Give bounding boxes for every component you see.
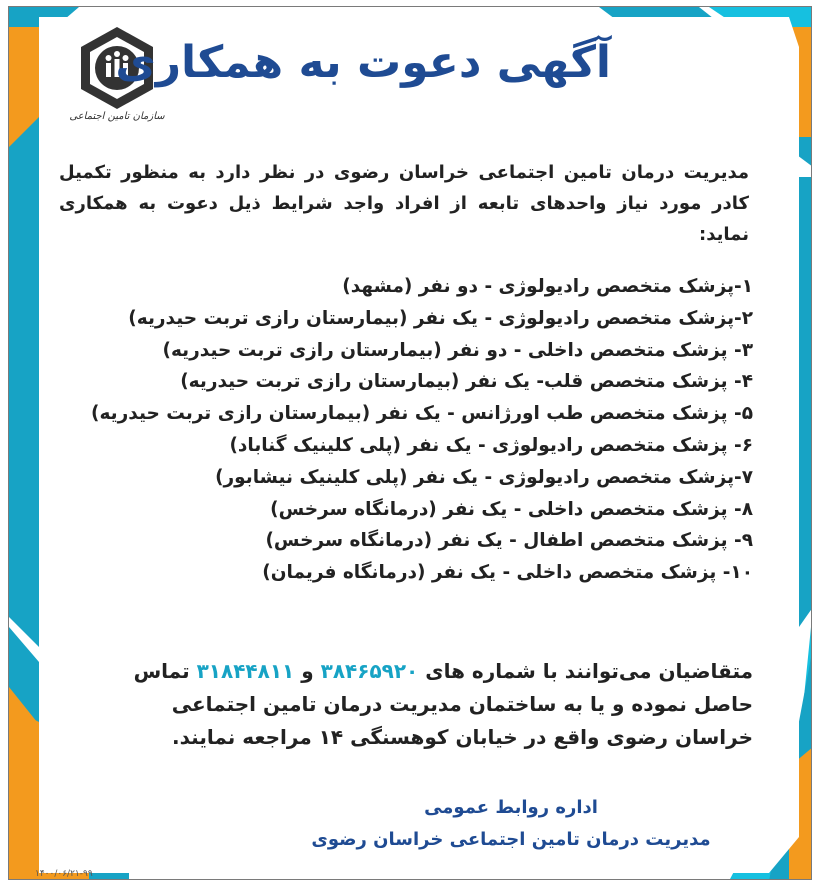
list-item: ۳- پزشک متخصص داخلی - دو نفر (بیمارستان رازی تربت حیدریه)	[162, 339, 753, 361]
phone-number-1: ۳۸۴۶۵۹۲۰	[320, 659, 419, 683]
contact-rest: تماس حاصل نموده و یا به ساختمان مدیریت درمان تامین اجتماعی خراسان رضوی واقع در خیابان کوهسنگی ۱۴ مراجعه نمایند.	[133, 659, 753, 749]
list-item: ۲-پزشک متخصص رادیولوژی - یک نفر (بیمارستان رازی تربت حیدریه)	[128, 307, 753, 329]
ad-title: آگهی دعوت به همکاری	[115, 37, 611, 88]
intro-paragraph: مدیریت درمان تامین اجتماعی خراسان رضوی در نظر دارد به منظور تکمیل کادر مورد نیاز واحدهای تابعه از افراد واجد شرایط ذیل دعوت به همکاری نماید:	[59, 162, 749, 245]
list-item: ۶- پزشک متخصص رادیولوژی - یک نفر (پلی کلینیک گناباد)	[229, 434, 753, 456]
stripe-right-blue	[799, 177, 812, 627]
signature-organization: مدیریت درمان تامین اجتماعی خراسان رضوی	[311, 829, 711, 850]
list-item: ۱۰- پزشک متخصص داخلی - یک نفر (درمانگاه فریمان)	[262, 562, 753, 584]
ad-code: ۱۴۰۰/۰۶/۲۱-۹۹	[35, 869, 93, 879]
list-item: ۸- پزشک متخصص داخلی - یک نفر (درمانگاه سرخس)	[270, 498, 753, 520]
list-item: ۵- پزشک متخصص طب اورژانس - یک نفر (بیمارستان رازی تربت حیدریه)	[90, 403, 753, 425]
ad-border	[8, 6, 812, 880]
list-item: ۷-پزشک متخصص رادیولوژی - یک نفر (پلی کلینیک نیشابور)	[215, 466, 753, 488]
contact-paragraph	[113, 655, 753, 754]
stripe-left-blue	[9, 117, 39, 647]
positions-list	[53, 271, 753, 589]
list-item: ۹- پزشک متخصص اطفال - یک نفر (درمانگاه سرخس)	[265, 530, 753, 552]
list-item: ۱-پزشک متخصص رادیولوژی - دو نفر (مشهد)	[342, 276, 753, 297]
logo-caption: سازمان تامین اجتماعی	[69, 111, 165, 122]
list-item: ۴- پزشک متخصص قلب- یک نفر (بیمارستان رازی تربت حیدریه)	[180, 371, 753, 393]
contact-prefix: متقاضیان می‌توانند با شماره های	[425, 659, 753, 683]
signature-department: اداره روابط عمومی	[424, 797, 598, 818]
phone-number-2: ۳۱۸۴۴۸۱۱	[196, 659, 295, 683]
contact-and: و	[301, 659, 314, 683]
